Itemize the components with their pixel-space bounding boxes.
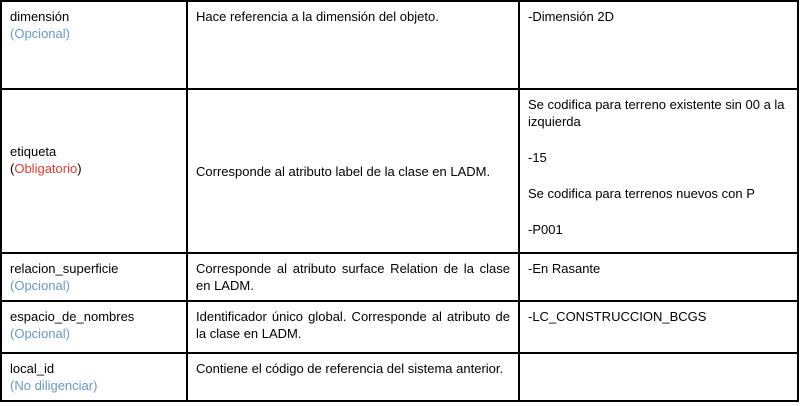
attribute-name: etiqueta <box>10 144 57 159</box>
example-paragraph: Se codifica para terreno existente sin 00 a la izquierda <box>528 97 785 129</box>
attribute-modality: (Obligatorio) <box>10 161 82 176</box>
description-cell: Identificador único global. Corresponde al atributo de la clase en LADM. <box>187 301 519 353</box>
attribute-name: dimensión <box>10 9 70 24</box>
attribute-name: local_id <box>10 361 55 376</box>
attribute-cell <box>1 301 187 353</box>
attribute-modality: (Opcional) <box>10 278 70 293</box>
attribute-modality: (Opcional) <box>10 326 70 341</box>
attribute-cell <box>1 1 187 89</box>
description-cell: Corresponde al atributo surface Relation de la clase en LADM. <box>187 253 519 301</box>
description-cell: Contiene el código de referencia del sistema anterior. <box>187 353 519 401</box>
example-cell <box>519 89 798 253</box>
description-cell: Corresponde al atributo label de la clase en LADM. <box>187 89 519 253</box>
example-paragraph: -15 <box>528 150 547 165</box>
attribute-modality: (Opcional) <box>10 26 70 41</box>
example-cell: -LC_CONSTRUCCION_BCGS <box>519 301 798 353</box>
example-cell: -Dimensión 2D <box>519 1 798 89</box>
example-cell: -En Rasante <box>519 253 798 301</box>
example-paragraph: -P001 <box>528 222 563 237</box>
attribute-cell <box>1 253 187 301</box>
attribute-name: espacio_de_nombres <box>10 309 135 324</box>
description-cell: Hace referencia a la dimensión del objeto. <box>187 1 519 89</box>
attribute-name: relacion_superficie <box>10 261 119 276</box>
example-paragraph: Se codifica para terrenos nuevos con P <box>528 186 755 201</box>
table-row <box>1 301 798 353</box>
table-row <box>1 353 798 401</box>
example-cell <box>519 353 798 401</box>
attribute-cell <box>1 89 187 253</box>
table-row <box>1 253 798 301</box>
attribute-cell <box>1 353 187 401</box>
attribute-modality: (No diligenciar) <box>10 378 98 393</box>
table-row <box>1 1 798 89</box>
table-row <box>1 89 798 253</box>
